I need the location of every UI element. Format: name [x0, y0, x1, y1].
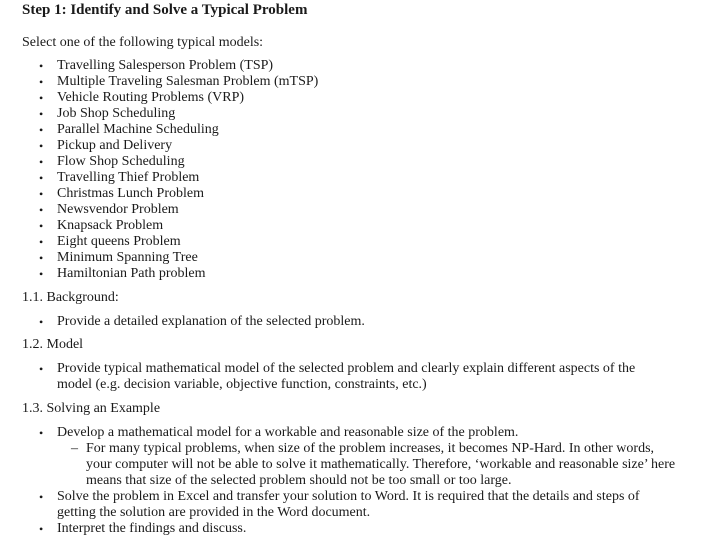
model-list-item-label: Pickup and Delivery: [57, 138, 173, 153]
bullet-icon: •: [39, 107, 44, 121]
example-subitem-1-text: For many typical problems, when size of the problem increases, it becomes NP-Hard. In other words, your computer will not be able to solve it mathematically. Therefore, ‘workable and reasonable size’ here means that size of the selected problem should not be too small or too large.: [86, 441, 676, 488]
bullet-icon: •: [39, 123, 44, 137]
model-list-item: [0, 154, 318, 170]
bullet-icon: •: [39, 522, 44, 536]
intro-text: Select one of the following typical models:: [22, 35, 264, 50]
example-item-3: [39, 521, 672, 537]
model-list-item: [0, 186, 318, 202]
model-list-item: [0, 170, 318, 186]
model-list-item-label: Minimum Spanning Tree: [57, 250, 198, 265]
model-list-item-label: Newsvendor Problem: [57, 202, 179, 217]
model-item: [39, 361, 672, 393]
step-heading: Step 1: Identify and Solve a Typical Problem: [22, 2, 308, 18]
model-list-item: [0, 74, 318, 90]
model-item-text: Provide typical mathematical model of the selected problem and clearly explain different aspects of the model (e.g. decision variable, objective function, constraints, etc.): [57, 361, 636, 392]
bullet-icon: •: [39, 426, 44, 440]
model-list-item-label: Flow Shop Scheduling: [57, 154, 185, 169]
model-list-item: [0, 266, 318, 282]
model-list-item-label: Multiple Traveling Salesman Problem (mTSP): [57, 74, 319, 89]
example-item-1-text: Develop a mathematical model for a workable and reasonable size of the problem.: [57, 425, 519, 440]
bullet-icon: •: [39, 203, 44, 217]
bullet-icon: •: [39, 59, 44, 73]
bullet-icon: •: [39, 490, 44, 504]
dash-icon: –: [71, 441, 78, 456]
background-heading: 1.1. Background:: [22, 290, 119, 305]
model-list-item: [0, 218, 318, 234]
example-subitem-1: [71, 441, 676, 489]
models-list: [0, 58, 318, 282]
model-list-item: [0, 58, 318, 74]
bullet-icon: •: [39, 267, 44, 281]
bullet-icon: •: [39, 139, 44, 153]
bullet-icon: •: [39, 187, 44, 201]
bullet-icon: •: [39, 315, 44, 329]
model-list-item-label: Knapsack Problem: [57, 218, 164, 233]
bullet-icon: •: [39, 155, 44, 169]
background-item: [39, 314, 672, 330]
bullet-icon: •: [39, 251, 44, 265]
model-list-item: [0, 106, 318, 122]
bullet-icon: •: [39, 75, 44, 89]
model-list-item: [0, 250, 318, 266]
example-item-1: [39, 425, 672, 441]
model-list-item-label: Travelling Salesperson Problem (TSP): [57, 58, 274, 73]
model-list-item-label: Christmas Lunch Problem: [57, 186, 204, 201]
example-item-2: [39, 489, 672, 521]
model-list-item-label: Hamiltonian Path problem: [57, 266, 206, 281]
model-list-item: [0, 138, 318, 154]
model-list-item-label: Vehicle Routing Problems (VRP): [57, 90, 245, 105]
model-list-item: [0, 202, 318, 218]
example-item-3-text: Interpret the findings and discuss.: [57, 521, 247, 536]
bullet-icon: •: [39, 219, 44, 233]
model-list-item-label: Travelling Thief Problem: [57, 170, 200, 185]
bullet-icon: •: [39, 362, 44, 376]
model-list-item: [0, 122, 318, 138]
model-list-item: [0, 234, 318, 250]
bullet-icon: •: [39, 235, 44, 249]
model-list-item-label: Job Shop Scheduling: [57, 106, 176, 121]
model-list-item-label: Eight queens Problem: [57, 234, 181, 249]
model-list-item: [0, 90, 318, 106]
bullet-icon: •: [39, 171, 44, 185]
example-item-2-text: Solve the problem in Excel and transfer your solution to Word. It is required that the details and steps of getting the solution are provided in the Word document.: [57, 489, 640, 520]
example-heading: 1.3. Solving an Example: [22, 401, 161, 416]
background-item-text: Provide a detailed explanation of the selected problem.: [57, 314, 365, 329]
model-heading: 1.2. Model: [22, 337, 84, 352]
model-list-item-label: Parallel Machine Scheduling: [57, 122, 219, 137]
bullet-icon: •: [39, 91, 44, 105]
